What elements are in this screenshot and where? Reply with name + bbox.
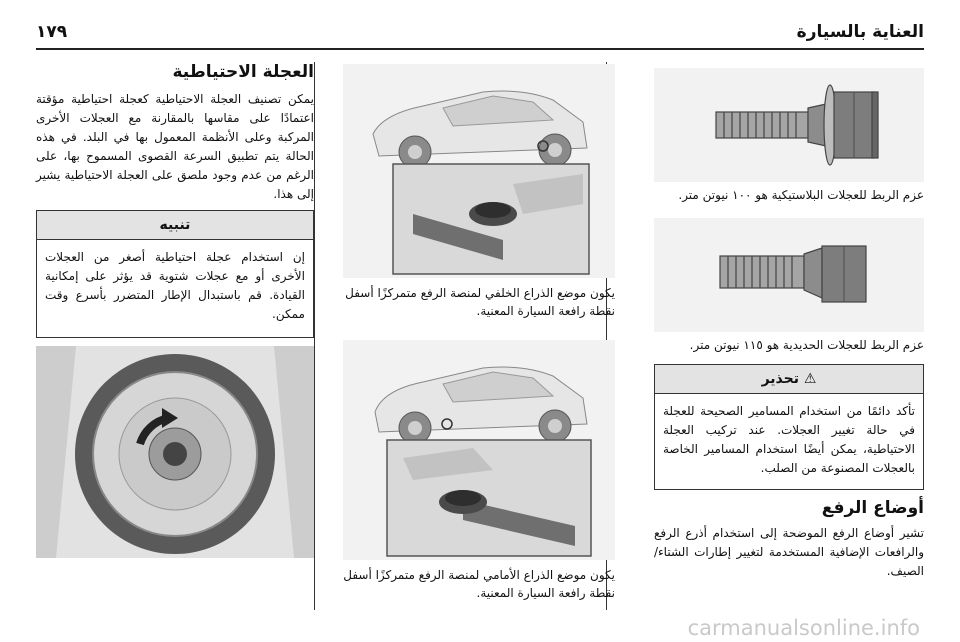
front-lift-caption: يكون موضع الذراع الأمامي لمنصة الرفع متمركزًا أسفل نقطة رافعة السيارة المعنية. <box>343 568 615 600</box>
rear-lift-figure <box>343 64 615 278</box>
front-lift-illustration <box>343 340 615 560</box>
page-number: ١٧٩ <box>36 22 68 42</box>
wheel-bolt-illustration <box>654 68 924 182</box>
rear-lift-caption: يكون موضع الذراع الخلفي لمنصة الرفع متمركزًا أسفل نقطة رافعة السيارة المعنية. <box>345 286 615 318</box>
notice-header: تنبيه <box>37 211 313 240</box>
left-column <box>36 62 314 632</box>
spare-wheel-figure <box>36 346 314 558</box>
wheel-nut-illustration <box>654 218 924 332</box>
spare-wheel-text: يمكن تصنيف العجلة الاحتياطية كعجلة احتياطية مؤقتة اعتمادًا على مقاسها بالمقارنة مع العجلات الأخرى المركبة وعلى الأنظمة المعمول بها في البلد. في هذه الحالة يتم تطبيق السرعة القصوى المسموح بها، على الرغم من عدم وجود ملصق على العجلة الاحتياطية يشير إلى هذا. <box>36 92 314 201</box>
spare-wheel-illustration <box>36 346 314 558</box>
notice-text: إن استخدام عجلة احتياطية أصغر من العجلات الأخرى أو مع عجلات شتوية قد يؤثر على إمكانية القيادة. قم باستبدال الإطار المتضرر بأسرع وقت ممكن. <box>45 250 305 321</box>
warning-header <box>655 365 923 394</box>
rear-lift-illustration <box>343 64 615 278</box>
bolt-torque-caption: عزم الربط للعجلات البلاستيكية هو ١٠٠ نيوتن متر. <box>678 188 924 202</box>
warning-triangle-icon: ⚠ <box>803 371 817 387</box>
lifting-positions-text: تشير أوضاع الرفع الموضحة إلى استخدام أذرع الرفع والرافعات الإضافية المستخدمة لتغيير إطارات الشتاء/الصيف. <box>654 526 924 578</box>
warning-text: تأكد دائمًا من استخدام المسامير الصحيحة للعجلة في حالة تغيير العجلات. عند تركيب العجلة الاحتياطية، يمكن أيضًا استخدام المسامير الخاصة بالعجلات المصنوعة من الصلب. <box>663 404 915 475</box>
notice-box <box>36 210 314 338</box>
warning-title: تحذير <box>761 371 799 387</box>
nut-torque-caption: عزم الربط للعجلات الحديدية هو ١١٥ نيوتن متر. <box>689 338 924 352</box>
right-column <box>654 62 924 632</box>
header-divider <box>36 48 924 50</box>
page-title: العناية بالسيارة <box>796 22 924 42</box>
spare-wheel-heading: العجلة الاحتياطية <box>172 62 314 82</box>
lifting-positions-heading: أوضاع الرفع <box>821 498 924 518</box>
watermark: carmanualsonline.info <box>687 616 920 640</box>
warning-box <box>654 364 924 490</box>
column-divider-left <box>314 62 315 610</box>
wheel-bolt-figure <box>654 68 924 182</box>
wheel-nut-figure <box>654 218 924 332</box>
middle-column <box>343 62 615 632</box>
front-lift-figure <box>343 340 615 560</box>
